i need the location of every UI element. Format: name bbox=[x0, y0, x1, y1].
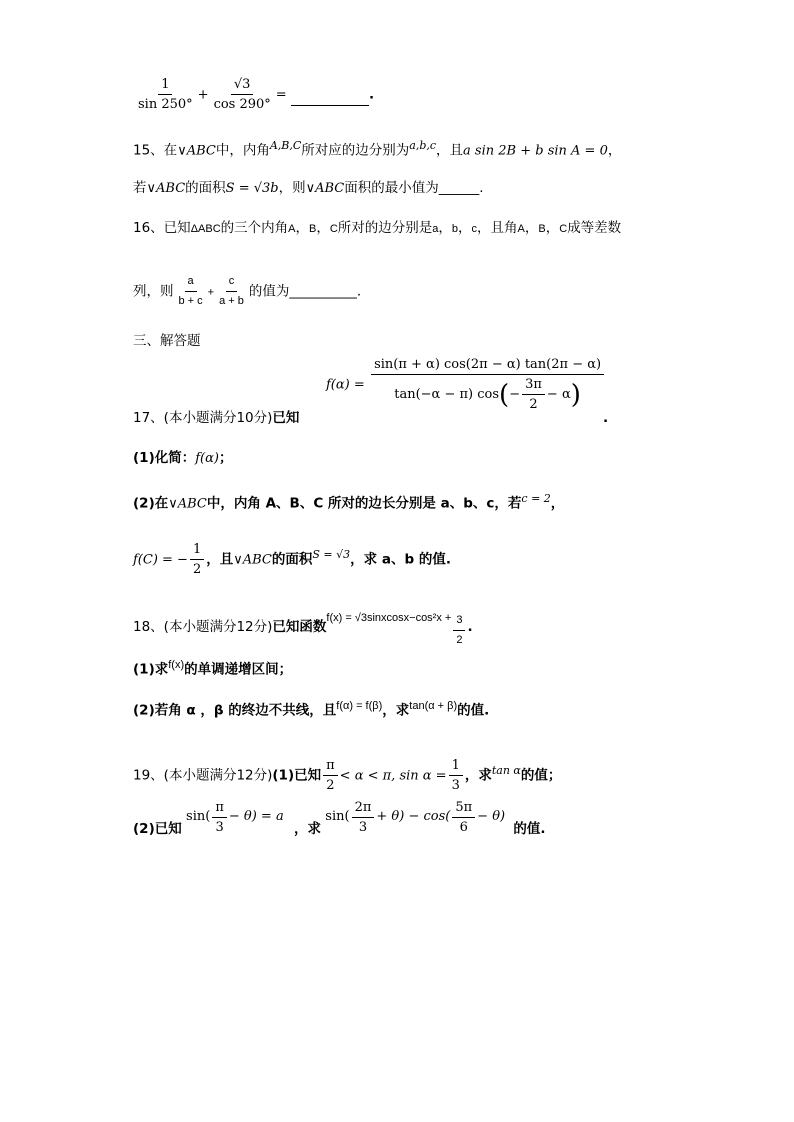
q17-part-2-cont: f(C) = − $\frac{1}{2}$ ，且∨ABC的面积$^{S = √3}$，求 a、b 的值. bbox=[133, 542, 451, 577]
fraction-1: $\frac{1}{\sin 250^\circ}$ bbox=[138, 77, 193, 112]
q17-intro: 17、(本小题满分10分)已知 . bbox=[133, 410, 609, 426]
q17-part-2: (2)在∨ABC中，内角 A、B、C 所对的边长分别是 a、b、c，若$^{c = 2}$， bbox=[133, 492, 565, 512]
q14-expression: $\frac{1}{\sin 250^\circ}$ + $\frac{√3}{\cos 290^\circ}$ = . bbox=[133, 76, 374, 113]
q19-part-1: 19、(本小题满分12分)(1)已知 $\frac{\pi}{2}$ < α < π, sin α = $\frac{1}{3}$ ，求$^{tan \alpha}$的值； bbox=[133, 758, 562, 793]
fraction-a: $\frac{a}{b + c}$ bbox=[178, 275, 203, 307]
q17-fraction: sin(π + α) cos(2π − α) tan(2π − α) tan(−α − π) cos ( − $\frac{3\pi}{2}$ − α ) bbox=[371, 356, 604, 413]
fraction-c: $\frac{c}{a + b}$ bbox=[219, 275, 244, 307]
q16-line-2: 列，则 $\frac{a}{b + c}$ + $\frac{c}{a + b}$ 的值为__________. bbox=[133, 273, 361, 310]
q17-formula: f(α) = sin(π + α) cos(2π − α) tan(2π − α) tan(−α − π) cos ( − $\frac{3\pi}{2}$ − α ) bbox=[326, 356, 606, 413]
q17-part-1: (1)化简：f(α)； bbox=[133, 450, 233, 466]
section-title: 三、解答题 bbox=[133, 333, 201, 349]
q19-part-2: (2)已知 sin( $\frac{\pi}{3}$ − θ) = a ，求 sin( $\frac{2\pi}{3}$ + θ) − cos( $\frac{5\pi}{6}$ − θ) 的值. bbox=[133, 799, 546, 837]
q18-part-2: (2)若角 α ，β 的终边不共线，且$^{f(\alpha) = f(\beta)}$，求$^{tan(\alpha + \beta)}$的值. bbox=[133, 700, 490, 719]
q19-target-expr: sin( $\frac{2\pi}{3}$ + θ) − cos( $\frac{5\pi}{6}$ − θ) bbox=[325, 799, 506, 835]
q16-line-1: 16、已知ΔABC的三个内角A，B，C所对的边分别是a，b，c，且角A，B，C成等差数 bbox=[133, 220, 622, 236]
fraction-2: $\frac{√3}{\cos 290^\circ}$ bbox=[213, 77, 271, 112]
q18-part-1: (1)求$^{f(x)}$的单调递增区间； bbox=[133, 659, 293, 678]
q15-line-2: 若∨ABC的面积S = √3b，则∨ABC面积的最小值为______. bbox=[133, 180, 484, 196]
q15-line-1: 15、在∨ABC中，内角$^{A,B,C}$所对应的边分别为$^{a,b,c}$，且a sin 2B + b sin A = 0， bbox=[133, 139, 622, 159]
q19-given-expr: sin( $\frac{\pi}{3}$ − θ) = a bbox=[186, 799, 284, 835]
q18-intro: 18、(本小题满分12分)已知函数$^{f(x) = √3sinxcosx-cos^2x +}$ $\frac{3}{2}$ . bbox=[133, 612, 473, 646]
answer-blank bbox=[291, 85, 369, 106]
